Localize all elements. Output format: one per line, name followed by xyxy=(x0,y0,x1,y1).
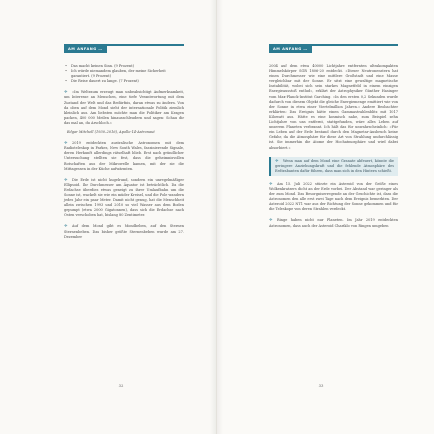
fact-text: Am 15. Juli 2022 stürzte ein Asteroid von der Größe eines Wolkenkratzers dicht an der Erde vorbei. Der Abstand war geringer als der zum Mond. Das Besorgniserregende an der Geschichte ist, dass die Astronomen den alle erst zwei Tage nach dem Ereignis bemerkten. Der Asteroid 2022 NT1 war aus der Richtung der Sonne gekommen und für die Teleskope von deren Strahlen verdeckt. xyxy=(269,181,398,212)
fact-entry-highlight xyxy=(269,157,398,176)
fact-entry xyxy=(64,90,184,126)
fact-marker-icon: ✈ xyxy=(275,157,279,163)
left-body-text xyxy=(64,64,184,246)
fact-text: 2019 entdeckten australische Astronomen mit dem Radioteleskop in Parkes, New South Wales, faszinierende Signale, deren Herkunft allerdings rätselhaft blieb. Erst nach gründlicher Untersuchung stellten sie fest, dass die geheimnisvollen Botschaften aus der Mikrowelle kamen, mit der sie die Mittagessen in der Küche aufwärmten. xyxy=(64,141,184,171)
fact-text: Wenn man auf dem Mond eine Granate abfeuert, könnte die geringere Anziehungskraft und die fehlende Atmosphäre des Erdtrabanten dafür führen, dass man sich in den Hintern schießt. xyxy=(275,158,394,173)
fact-marker-icon: ✈ xyxy=(64,89,68,95)
fact-text: Die Erde ist nicht kugelrund, sondern ein unregelmäßiger Ellipsoid. Ihr Durchmesser am Äquator ist beträchtlich. Da die Erdachse überdies etwas geneigt zu ihrer Umlaufbahn um die Sonne ist, wackelt sie wie ein müder Kreisel, und die Pole wandern jedes Jahr ein paar Meter. Damit nicht genug, hat die Menschheit allein zwischen 1993 und 2010 so viel Wasser aus dem Boden gepumpt (etwa 2000 Gigatonnen), dass sich die Erdachse nach Osten verschoben hat, bislang 80 Zentimeter. xyxy=(64,177,184,218)
fact-entry xyxy=(269,218,398,228)
page-number: 33 xyxy=(318,383,324,388)
quote-attribution: Edgar Mitchell (1930–2016), Apollo-14-Astronaut xyxy=(67,130,155,135)
bullet-item: • Das macht keinen Sinn. (9 Prozent) xyxy=(64,64,184,69)
page-number: 32 xyxy=(118,383,124,388)
fact-entry xyxy=(64,141,184,172)
fact-entry-continued xyxy=(269,64,398,151)
fact-text: 2004 auf dem etwa 40000 Lichtjahre entfernten ultrakompakten Himmelskörper SGR 1806-20 entdeckt. »Dieser Neutronenstern hat einen Durchmesser wie eine mittlere Großstadt und eine Masse vergleichbar mit der Sonne. Er sitzt eine gewaltige magnetische Instabilität, wobei sich sein starkes Magnetfeld in einem einzigen Energieausstoß entlud«, erklärt der Astrophysiker Günther Hasinger vom Max-Planck-Institut Garching. »In den ersten 0,2 Sekunden wurde dadurch von diesem Objekt die gleiche Energiemenge emittiert wie von der Sonne in etwa einer Viertelmillion Jahren.« Andere Beobachter erklärten: Das Ereignis hätte einen Gammastrahlenblitz mit 1017 Kilowatt aus. Hätte es eine kosmisch nahe, zum Beispiel zehn Lichtjahre von uns entfernt, stattgefunden, wäre alles Leben auf unserem Planeten verbrannt. Ich hält das für unwahrscheinlich: »Für ein Leben auf der Erde bestand durch den Magnetar-Ausbruch keine Gefahr, da die Atmosphäre für diese Art von Strahlung undurchlässig ist. Sie immerhin die Atome der Hochatmosphäre und wird dabei absorbiert.« xyxy=(269,64,398,150)
fact-marker-icon: ✈ xyxy=(64,140,68,146)
running-header xyxy=(269,44,398,53)
fact-marker-icon: ✈ xyxy=(64,223,68,229)
survey-bullets xyxy=(64,64,184,84)
running-header xyxy=(64,44,184,53)
fact-entry xyxy=(64,224,184,239)
chapter-label: AM ANFANG … xyxy=(269,46,312,53)
bullet-item: • Die Reise dauert zu lange. (7 Prozent) xyxy=(64,79,184,84)
bullet-item: • Ich würde niemandem glauben, der meine Sicherheit garantiert. (9 Prozent) xyxy=(64,69,184,79)
fact-entry xyxy=(64,178,184,219)
fact-marker-icon: ✈ xyxy=(269,217,273,223)
chapter-label: AM ANFANG … xyxy=(64,46,107,53)
fact-text: Ringe haben nicht nur Planeten. Im Jahr 2019 entdeckten Astronomen, dass auch der Asteroid Chariklo von Ringen umgeben xyxy=(269,218,398,228)
fact-marker-icon: ✈ xyxy=(64,176,68,182)
right-page xyxy=(217,0,434,434)
fact-text: Auf dem Mond gibt es Mondbeben, auf den Sternen Sternenbeben. Das bisher größte Sternenbeben wurde am 27. Dezember xyxy=(64,224,184,239)
fact-entry xyxy=(269,182,398,213)
fact-text: »Im Weltraum erzeugt man unbeabsichtigt Aufmerksamkeit, um Interesse an Menschen, eine tiefe Verantwortung mit dem Zustand der Welt und das Bedürfnis, daran etwas zu ändern. Von da oben auf dem Mond sieht der internationale Politik ziemlich kleinlich aus. Am liebsten möchte man die Politiker am Kragen packen, 400 000 Meilen hinausschleudern und sagen: Schau dir das mal an, du Arschloch.« xyxy=(64,90,184,125)
right-body-text xyxy=(269,64,398,235)
fact-marker-icon: ✈ xyxy=(269,180,273,186)
gutter-shadow xyxy=(210,0,216,434)
gutter-shadow xyxy=(217,0,223,434)
